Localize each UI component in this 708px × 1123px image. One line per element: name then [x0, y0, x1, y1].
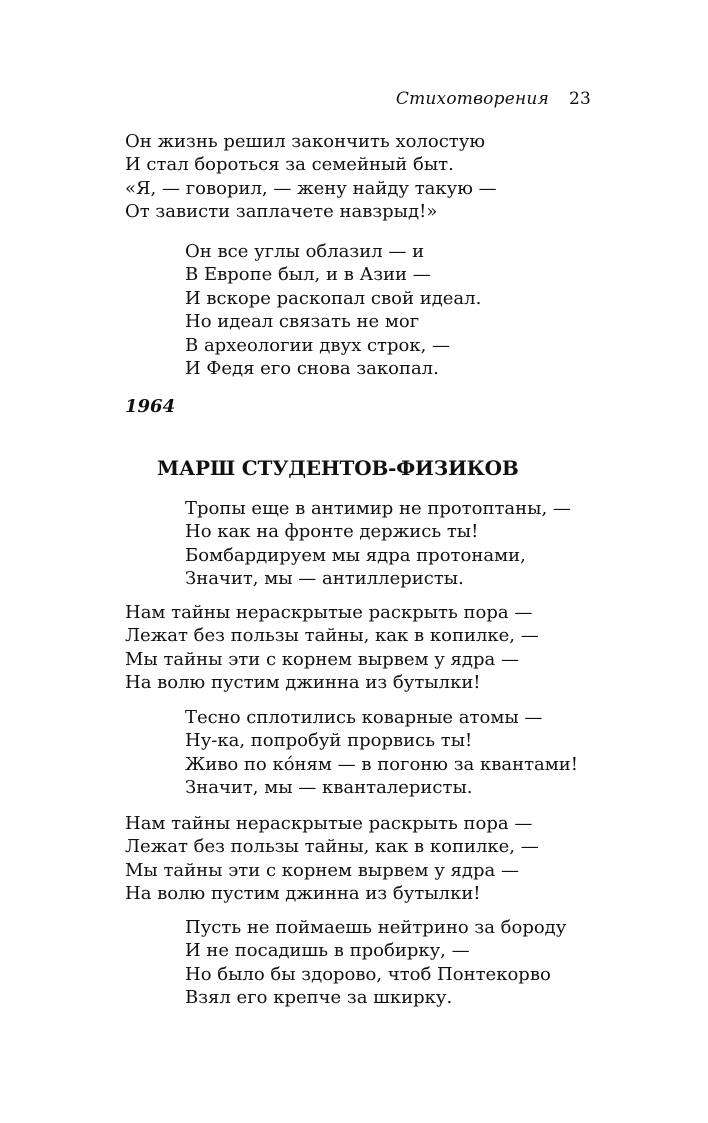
poem2-stanza-1 — [185, 497, 571, 591]
poem-date: 1964 — [125, 396, 176, 417]
running-head — [396, 89, 591, 109]
verse-line: Мы тайны эти с корнем вырвем у ядра — — [125, 859, 519, 881]
verse-line: Пусть не поймаешь нейтрино за бороду — [185, 917, 567, 938]
verse-line: И вскоре раскопал свой идеал. — [185, 287, 482, 309]
verse-line: Тесно сплотились коварные атомы — — [185, 707, 543, 728]
verse-line: Тропы еще в антимир не протоптаны, — — [185, 498, 571, 519]
poem1-stanza-2 — [185, 240, 481, 380]
verse-line: «Я, — говорил, — жену найду такую — — [125, 177, 497, 199]
verse-line: Он жизнь решил закончить холостую — [125, 131, 485, 152]
verse-line: И не посадишь в пробирку, — — [185, 940, 470, 962]
verse-line: И Федя его снова закопал. — [185, 357, 439, 379]
verse-line: В Европе был, и в Азии — — [185, 264, 431, 286]
verse-line: Но было бы здорово, чтоб Понтекорво — [185, 963, 551, 985]
verse-line: Но как на фронте держись ты! — [185, 521, 479, 543]
verse-line: Лежат без пользы тайны, как в копилке, — — [125, 625, 539, 647]
poem2-refrain-2 — [125, 812, 539, 906]
verse-line: В археологии двух строк, — — [185, 334, 451, 356]
verse-line: Лежат без пользы тайны, как в копилке, — — [125, 836, 539, 858]
verse-line: И стал бороться за семейный быт. — [125, 154, 454, 176]
verse-line: На волю пустим джинна из бутылки! — [125, 883, 481, 905]
verse-line: Нам тайны нераскрытые раскрыть пора — — [125, 602, 533, 623]
poem2-stanza-3 — [185, 916, 566, 1010]
poem2-stanza-2 — [185, 706, 578, 800]
verse-line: Значит, мы — кванталеристы. — [185, 777, 473, 799]
running-head-section: Стихотворения — [395, 89, 549, 109]
verse-line: На волю пустим джинна из бутылки! — [125, 672, 481, 694]
page-number: 23 — [568, 89, 591, 109]
verse-line: Ну-ка, попробуй прорвись ты! — [185, 730, 473, 752]
poem2-refrain-1 — [125, 601, 539, 695]
verse-line: Живо по ко́ням — в погоню за квантами! — [185, 753, 579, 775]
verse-line: Мы тайны эти с корнем вырвем у ядра — — [125, 648, 519, 670]
verse-line: Но идеал связать не мог — [185, 311, 420, 333]
verse-line: Взял его крепче за шкирку. — [185, 987, 453, 1009]
verse-line: Нам тайны нераскрытые раскрыть пора — — [125, 813, 533, 834]
poem-title: МАРШ СТУДЕНТОВ-ФИЗИКОВ — [157, 456, 519, 480]
verse-line: От зависти заплачете навзрыд!» — [125, 201, 438, 223]
verse-line: Бомбардируем мы ядра протонами, — [185, 544, 526, 566]
verse-line: Он все углы облазил — и — [185, 241, 425, 262]
poem1-stanza-1 — [125, 130, 497, 224]
verse-line: Значит, мы — антиллеристы. — [185, 568, 464, 590]
